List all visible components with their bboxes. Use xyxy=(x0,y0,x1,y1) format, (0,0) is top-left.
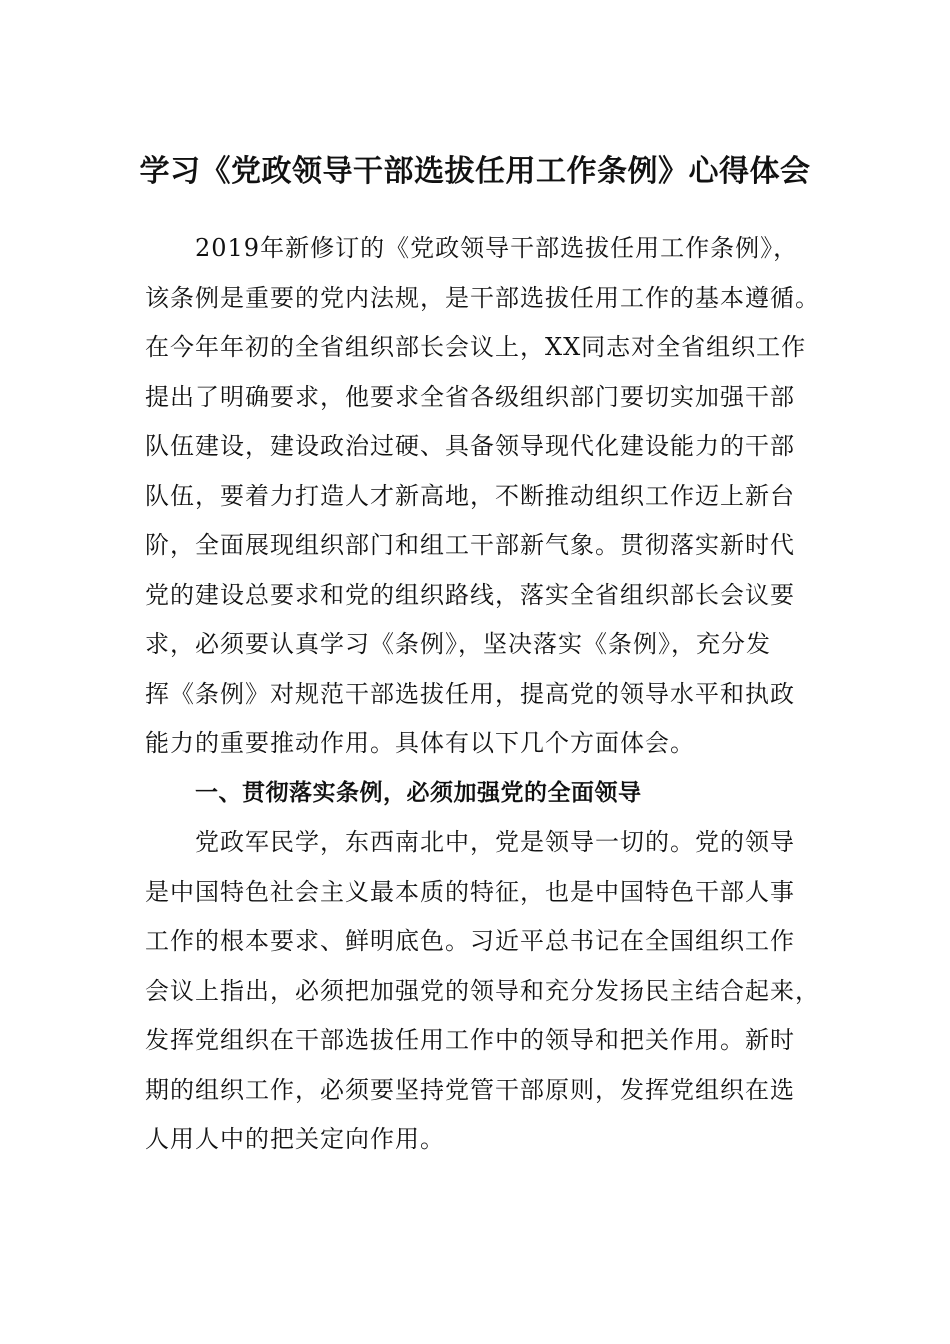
paragraph-2-line: 发挥党组织在干部选拔任用工作中的领导和把关作用。新时 xyxy=(145,1026,795,1054)
paragraph-1-line: 阶，全面展现组织部门和组工干部新气象。贯彻落实新时代 xyxy=(145,531,795,559)
paragraph-1-line: 党的建设总要求和党的组织路线，落实全省组织部长会议要 xyxy=(145,580,795,609)
paragraph-1-line: 2019年新修订的《党政领导干部选拔任用工作条例》， xyxy=(195,234,799,262)
paragraph-1-line: 能力的重要推动作用。具体有以下几个方面体会。 xyxy=(145,729,695,757)
document-title: 学习《党政领导干部选拔任用工作条例》心得体会 xyxy=(139,154,811,189)
section-heading-1: 一、贯彻落实条例，必须加强党的全面领导 xyxy=(195,779,642,806)
paragraph-1-line: 挥《条例》对规范干部选拔任用，提高党的领导水平和执政 xyxy=(145,679,795,708)
paragraph-1-line: 队伍建设，建设政治过硬、具备领导现代化建设能力的干部 xyxy=(145,432,795,460)
paragraph-1-line: 在今年年初的全省组织部长会议上，XX同志对全省组织工作 xyxy=(145,333,807,361)
paragraph-1-line: 求，必须要认真学习《条例》，坚决落实《条例》，充分发 xyxy=(145,630,771,658)
paragraph-1-line: 该条例是重要的党内法规，是干部选拔任用工作的基本遵循。 xyxy=(145,283,820,312)
paragraph-2-line: 会议上指出，必须把加强党的领导和充分发扬民主结合起来， xyxy=(145,976,820,1005)
paragraph-1-line: 提出了明确要求，他要求全省各级组织部门要切实加强干部 xyxy=(145,382,795,411)
paragraph-2-line: 期的组织工作，必须要坚持党管干部原则，发挥党组织在选 xyxy=(145,1075,795,1104)
paragraph-2-line: 是中国特色社会主义最本质的特征，也是中国特色干部人事 xyxy=(145,877,795,906)
document-body xyxy=(145,224,820,1165)
paragraph-2-line: 工作的根本要求、鲜明底色。习近平总书记在全国组织工作 xyxy=(145,927,795,955)
paragraph-2-line: 人用人中的把关定向作用。 xyxy=(145,1125,445,1153)
paragraph-2-line: 党政军民学，东西南北中，党是领导一切的。党的领导 xyxy=(195,828,795,856)
paragraph-1-line: 队伍，要着力打造人才新高地，不断推动组织工作迈上新台 xyxy=(145,481,795,510)
